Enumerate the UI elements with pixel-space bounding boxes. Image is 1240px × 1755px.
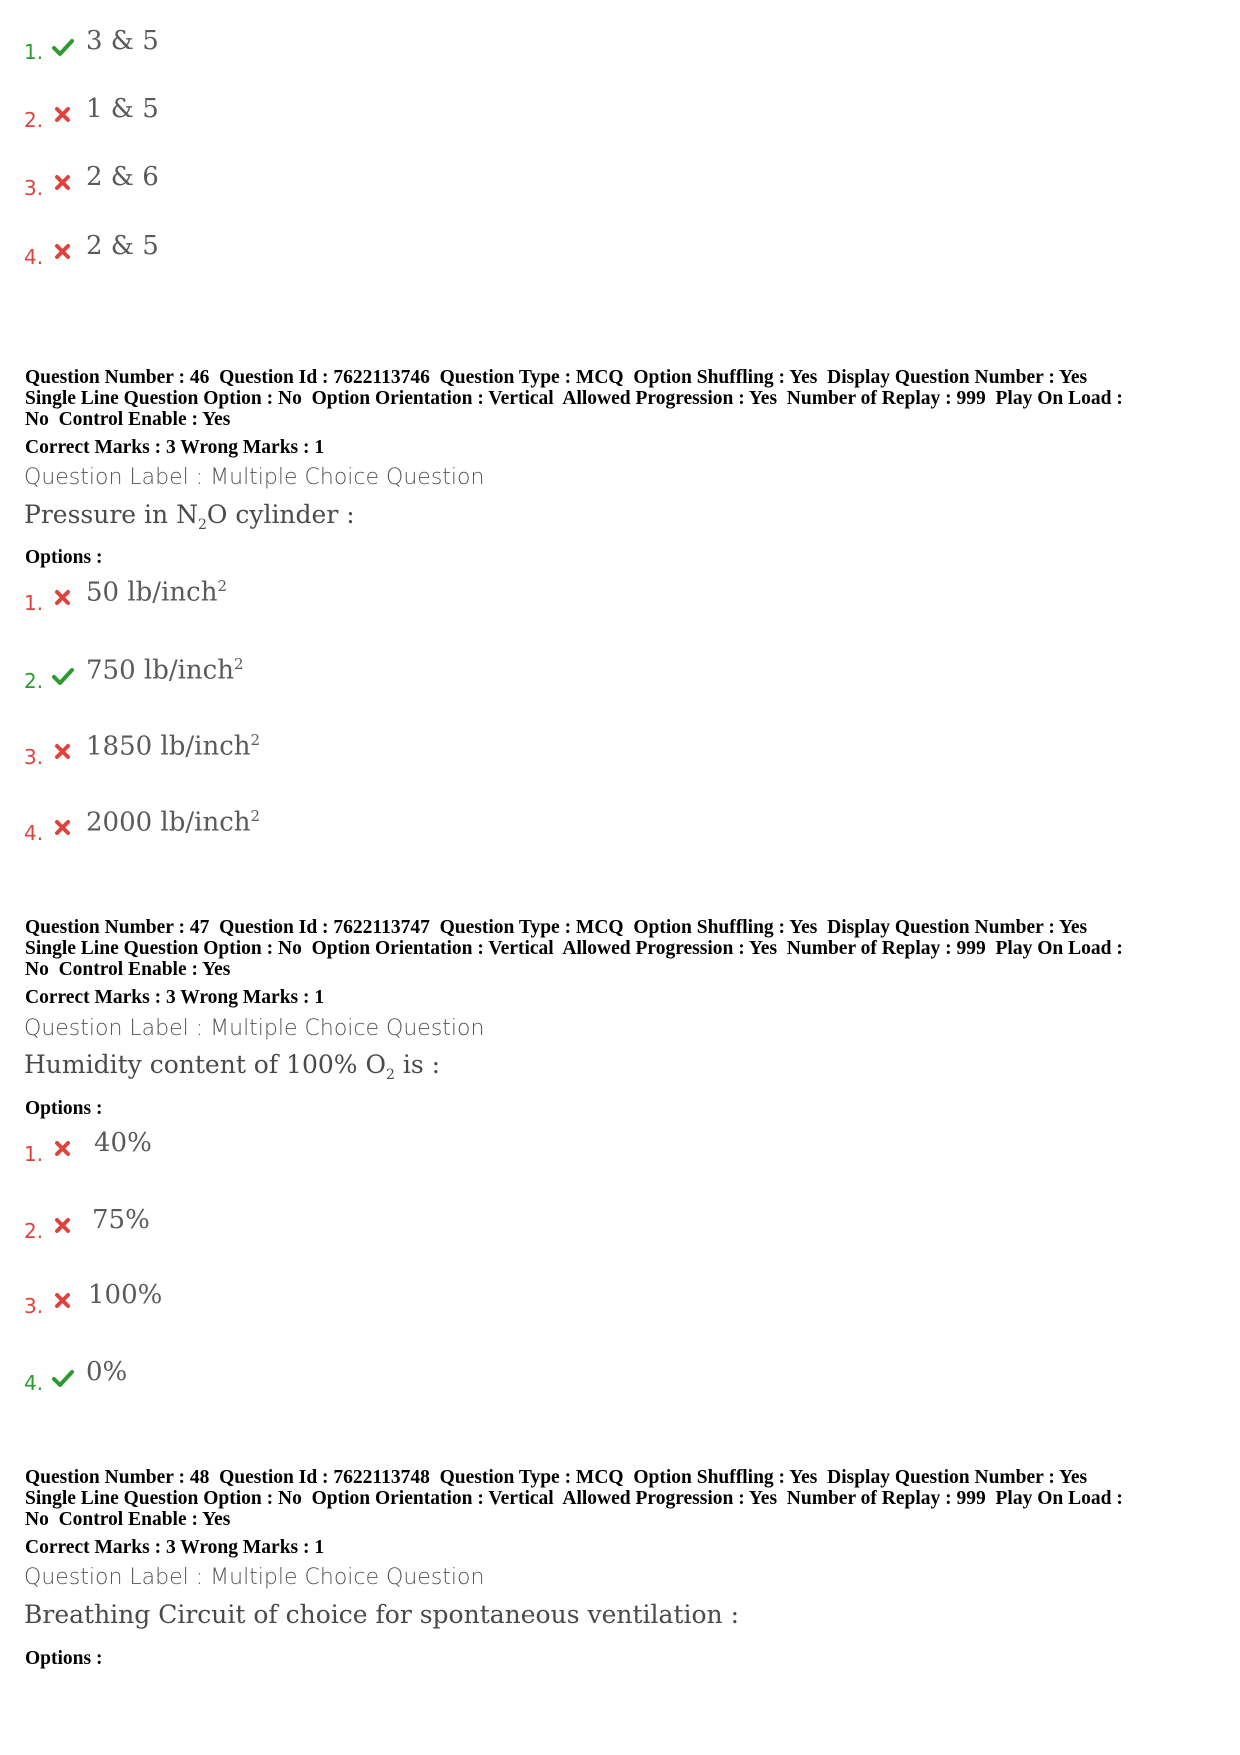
option-text: 0% bbox=[86, 1357, 128, 1387]
question-label: Question Label : Multiple Choice Question bbox=[24, 465, 485, 490]
option-text: 1850 lb/inch$^2$ bbox=[86, 731, 261, 762]
cross-icon bbox=[52, 587, 74, 609]
cross-icon bbox=[52, 172, 74, 194]
check-icon bbox=[52, 665, 74, 687]
option-text: 75% bbox=[92, 1205, 150, 1235]
cross-icon bbox=[52, 241, 74, 263]
options-heading: Options : bbox=[25, 1648, 103, 1669]
option-number: 4. bbox=[24, 1371, 44, 1395]
question-meta: Question Number : 47 Question Id : 7622113747 Question Type : MCQ Option Shuffling : Yes Display Question Number : Yes Single Line Question Option : No Option Orientation : Vertical Allowed Progression : Yes Number of Replay : 999 Play On Load : No Control Enable : Yes bbox=[25, 917, 1123, 980]
question-label: Question Label : Multiple Choice Question bbox=[24, 1016, 485, 1041]
option-number: 3. bbox=[24, 176, 44, 200]
cross-icon bbox=[52, 817, 74, 839]
cross-icon bbox=[52, 1215, 74, 1237]
option-number: 1. bbox=[24, 591, 44, 615]
option-text: 3 & 5 bbox=[86, 26, 159, 56]
option-number: 2. bbox=[24, 669, 44, 693]
cross-icon bbox=[52, 741, 74, 763]
option-text: 50 lb/inch$^2$ bbox=[86, 577, 227, 608]
options-heading: Options : bbox=[25, 1098, 103, 1119]
question-text: Humidity content of 100% $O_2$ is : bbox=[24, 1050, 441, 1083]
option-text: 2 & 6 bbox=[86, 162, 159, 192]
option-number: 4. bbox=[24, 821, 44, 845]
option-text: 40% bbox=[94, 1128, 152, 1158]
cross-icon bbox=[52, 104, 74, 126]
option-text: 100% bbox=[88, 1280, 163, 1310]
option-number: 3. bbox=[24, 745, 44, 769]
cross-icon bbox=[52, 1138, 74, 1160]
option-number: 1. bbox=[24, 1142, 44, 1166]
option-number: 1. bbox=[24, 40, 44, 64]
check-icon bbox=[52, 36, 74, 58]
option-text: 750 lb/inch$^2$ bbox=[86, 655, 244, 686]
question-marks: Correct Marks : 3 Wrong Marks : 1 bbox=[25, 987, 325, 1008]
option-text: 2 & 5 bbox=[86, 231, 159, 261]
option-number: 4. bbox=[24, 245, 44, 269]
options-heading: Options : bbox=[25, 547, 103, 568]
option-number: 2. bbox=[24, 108, 44, 132]
question-meta: Question Number : 46 Question Id : 7622113746 Question Type : MCQ Option Shuffling : Yes Display Question Number : Yes Single Line Question Option : No Option Orientation : Vertical Allowed Progression : Yes Number of Replay : 999 Play On Load : No Control Enable : Yes bbox=[25, 367, 1123, 430]
question-meta: Question Number : 48 Question Id : 7622113748 Question Type : MCQ Option Shuffling : Yes Display Question Number : Yes Single Line Question Option : No Option Orientation : Vertical Allowed Progression : Yes Number of Replay : 999 Play On Load : No Control Enable : Yes bbox=[25, 1467, 1123, 1530]
question-text: Pressure in $N_2O$ cylinder : bbox=[24, 500, 355, 533]
question-marks: Correct Marks : 3 Wrong Marks : 1 bbox=[25, 1537, 325, 1558]
question-text: Breathing Circuit of choice for spontaneous ventilation : bbox=[24, 1600, 740, 1629]
question-marks: Correct Marks : 3 Wrong Marks : 1 bbox=[25, 437, 325, 458]
option-text: 2000 lb/inch$^2$ bbox=[86, 807, 261, 838]
option-number: 2. bbox=[24, 1219, 44, 1243]
option-text: 1 & 5 bbox=[86, 94, 159, 124]
cross-icon bbox=[52, 1290, 74, 1312]
question-label: Question Label : Multiple Choice Question bbox=[24, 1565, 485, 1590]
check-icon bbox=[52, 1367, 74, 1389]
option-number: 3. bbox=[24, 1294, 44, 1318]
